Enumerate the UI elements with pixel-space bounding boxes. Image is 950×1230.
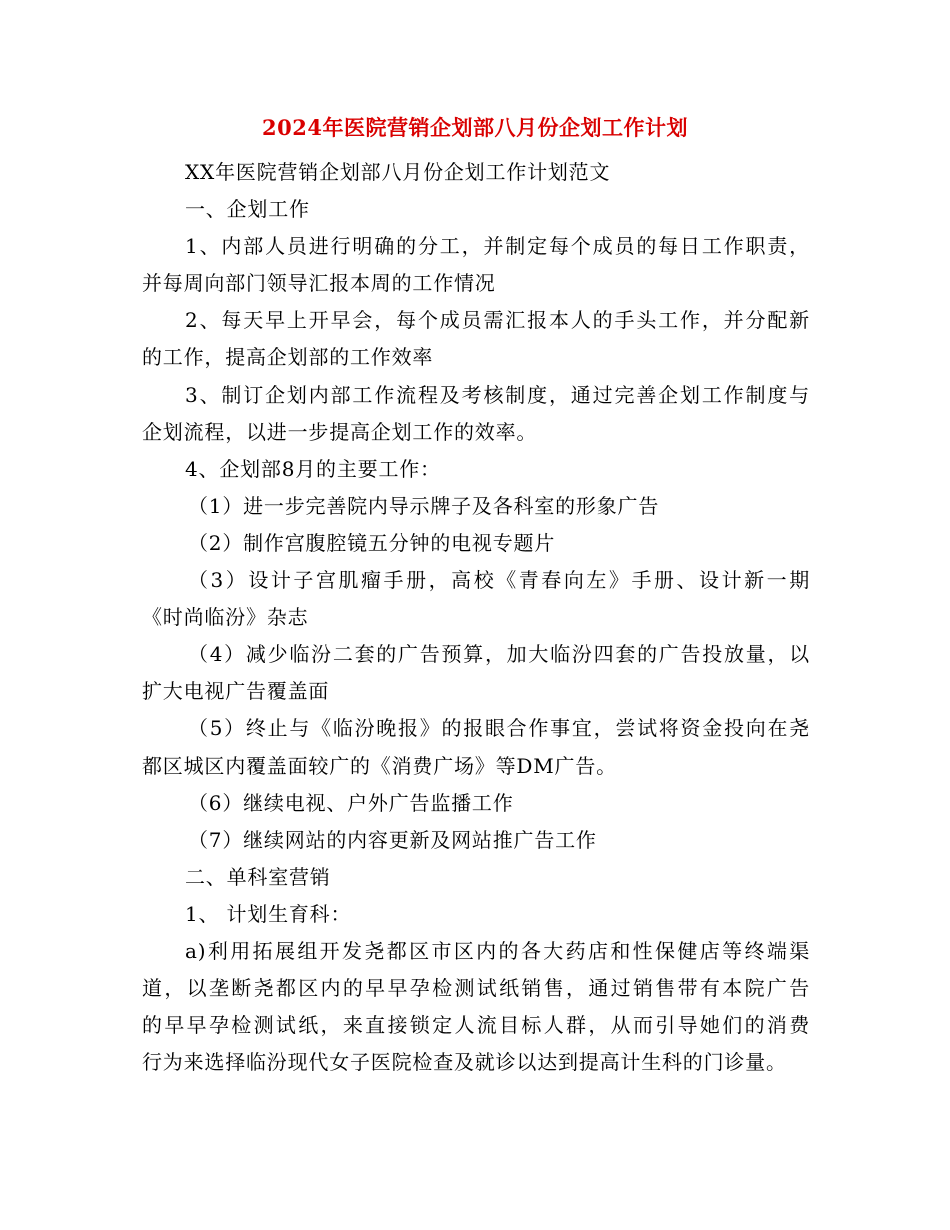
- list-item: （4）减少临汾二套的广告预算，加大临汾四套的广告投放量，以: [188, 642, 810, 667]
- paragraph-line: a)利用拓展组开发尧都区市区内的各大药店和性保健店等终端渠: [185, 938, 810, 963]
- paragraph-line: 1、内部人员进行明确的分工，并制定每个成员的每日工作职责，: [185, 234, 810, 259]
- document-body: [142, 154, 810, 1081]
- paragraph-line: 并每周向部门领导汇报本周的工作情况: [142, 271, 496, 296]
- list-item-continuation: 扩大电视广告覆盖面: [142, 679, 330, 704]
- section-heading: 二、单科室营销: [185, 864, 331, 889]
- paragraph-line: 4、企划部8月的主要工作：: [185, 456, 441, 481]
- list-item: （5）终止与《临汾晚报》的报眼合作事宜，尝试将资金投向在尧: [188, 716, 810, 741]
- paragraph-line: 道，以垄断尧都区内的早早孕检测试纸销售，通过销售带有本院广告: [142, 976, 810, 1001]
- list-item: （6）继续电视、户外广告监播工作: [188, 790, 514, 815]
- list-item-continuation: 都区城区内覆盖面较广的《消费广场》等DM广告。: [142, 753, 617, 778]
- paragraph-line: 企划流程，以进一步提高企划工作的效率。: [142, 419, 538, 444]
- list-item: （2）制作宫腹腔镜五分钟的电视专题片: [188, 530, 556, 555]
- paragraph-line: 的早早孕检测试纸，来直接锁定人流目标人群，从而引导她们的消费: [142, 1013, 810, 1038]
- section-heading: 一、企划工作: [185, 197, 310, 222]
- list-item: （3）设计子宫肌瘤手册，高校《青春向左》手册、设计新一期: [188, 568, 810, 593]
- list-item: （7）继续网站的内容更新及网站推广告工作: [188, 827, 597, 852]
- subsection-heading: 1、 计划生育科：: [185, 901, 352, 926]
- paragraph-line: XX年医院营销企划部八月份企划工作计划范文: [185, 160, 611, 184]
- paragraph-line: 2、每天早上开早会，每个成员需汇报本人的手头工作，并分配新: [185, 308, 810, 333]
- list-item: （1）进一步完善院内导示牌子及各科室的形象广告: [188, 493, 660, 518]
- document-title: 2024年医院营销企划部八月份企划工作计划: [262, 115, 688, 140]
- list-item-continuation: 《时尚临汾》杂志: [142, 605, 309, 630]
- paragraph-line: 行为来选择临汾现代女子医院检查及就诊以达到提高计生科的门诊量。: [142, 1050, 787, 1075]
- paragraph-line: 3、制订企划内部工作流程及考核制度，通过完善企划工作制度与: [185, 382, 810, 407]
- paragraph-line: 的工作，提高企划部的工作效率: [142, 345, 434, 370]
